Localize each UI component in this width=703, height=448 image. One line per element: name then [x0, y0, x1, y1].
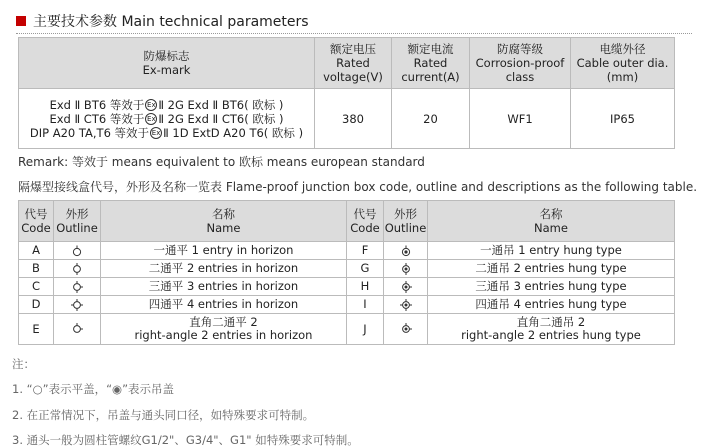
code-cell: D	[19, 296, 54, 314]
note-item: 2. 在正常情况下，吊盖与通头同口径，如特殊要求可特制。	[12, 408, 315, 422]
name-cell: 一通吊 1 entry hung type	[428, 242, 675, 260]
code-cell: I	[347, 296, 384, 314]
outline-4-entries-horizon-icon	[71, 299, 83, 311]
outline-cell	[384, 296, 428, 314]
name-cell: 三通吊 3 entries hung type	[428, 278, 675, 296]
header-name-left: 名称 Name	[101, 201, 347, 242]
code-cell: C	[19, 278, 54, 296]
name-cell: 四通平 4 entries in horizon	[101, 296, 347, 314]
code-cell: A	[19, 242, 54, 260]
outline-1-entry-hung-icon	[400, 245, 412, 257]
header-corrosion-class: 防腐等级 Corrosion-proof class	[470, 38, 571, 89]
outline-cell	[384, 260, 428, 278]
ex-symbol-icon: Ex	[151, 129, 161, 137]
name-cell: 直角二通吊 2 right-angle 2 entries hung type	[428, 314, 675, 345]
outline-2-entries-horizon-icon	[71, 263, 83, 275]
ex-symbol-icon: Ex	[147, 101, 156, 109]
params-row	[19, 89, 675, 149]
table-row	[19, 260, 675, 278]
outline-right-angle-horizon-icon	[71, 323, 83, 335]
outline-cell	[54, 260, 101, 278]
codes-header-row	[19, 201, 675, 242]
outline-cell	[54, 242, 101, 260]
exmark-cell: Exd Ⅱ BT6 等效于 Ex Ⅱ 2G Exd Ⅱ BT6( 欧标 ) Exd Ⅱ CT6 等效于 Ex Ⅱ 2G Exd Ⅱ CT6( 欧标 ) DIP A20 TA,T6 等效于 Ex Ⅱ 1D ExtD A20 T6( 欧标 )	[19, 89, 315, 149]
header-rated-voltage: 额定电压 Rated voltage(V)	[315, 38, 392, 89]
params-header-row	[19, 38, 675, 89]
outline-cell	[384, 314, 428, 345]
name-cell: 二通吊 2 entries hung type	[428, 260, 675, 278]
notes-title: 注：	[12, 357, 35, 371]
table-row	[19, 296, 675, 314]
header-name-right: 名称 Name	[428, 201, 675, 242]
outline-cell	[54, 296, 101, 314]
rated-voltage-value: 380	[315, 89, 392, 149]
header-code-right: 代号 Code	[347, 201, 384, 242]
section-header	[16, 10, 309, 32]
header-cable-dia: 电缆外径 Cable outer dia.(mm)	[571, 38, 675, 89]
note-item: 1. “○”表示平盖，“◉”表示吊盖	[12, 382, 175, 396]
outline-cell	[384, 242, 428, 260]
section-marker	[16, 16, 26, 26]
header-code-left: 代号 Code	[19, 201, 54, 242]
table-row	[19, 314, 675, 345]
code-cell: F	[347, 242, 384, 260]
code-cell: J	[347, 314, 384, 345]
intro-text: 隔爆型接线盒代号，外形及名称一览表 Flame-proof junction box code, outline and descriptions as the following table.	[18, 180, 698, 194]
header-outline-left: 外形 Outline	[54, 201, 101, 242]
outline-cell	[384, 278, 428, 296]
technical-parameters-table	[18, 37, 675, 149]
outline-3-entries-horizon-icon	[71, 281, 83, 293]
header-outline-right: 外形 Outline	[384, 201, 428, 242]
section-title: 主要技术参数 Main technical parameters	[33, 14, 309, 30]
code-cell: H	[347, 278, 384, 296]
ex-symbol-icon: Ex	[147, 115, 156, 123]
outline-right-angle-hung-icon	[400, 323, 412, 335]
name-cell: 一通平 1 entry in horizon	[101, 242, 347, 260]
name-cell: 二通平 2 entries in horizon	[101, 260, 347, 278]
name-cell: 三通平 3 entries in horizon	[101, 278, 347, 296]
outline-2-entries-hung-icon	[400, 263, 412, 275]
header-exmark: 防爆标志 Ex-mark	[19, 38, 315, 89]
code-cell: E	[19, 314, 54, 345]
table-row	[19, 242, 675, 260]
note-item: 3. 通头一般为圆柱管螺纹G1/2"、G3/4"、G1" 如特殊要求可特制。	[12, 433, 359, 447]
table-row	[19, 278, 675, 296]
name-cell: 四通吊 4 entries hung type	[428, 296, 675, 314]
name-cell: 直角二通平 2 right-angle 2 entries in horizon	[101, 314, 347, 345]
cable-dia-value: IP65	[571, 89, 675, 149]
remark-text: Remark: 等效于 means equivalent to 欧标 means european standard	[18, 155, 425, 169]
outline-4-entries-hung-icon	[400, 299, 412, 311]
corrosion-class-value: WF1	[470, 89, 571, 149]
code-cell: G	[347, 260, 384, 278]
header-divider	[16, 33, 692, 34]
outline-1-entry-horizon-icon	[71, 245, 83, 257]
header-rated-current: 额定电流 Rated current(A)	[392, 38, 470, 89]
rated-current-value: 20	[392, 89, 470, 149]
outline-cell	[54, 278, 101, 296]
code-cell: B	[19, 260, 54, 278]
outline-3-entries-hung-icon	[400, 281, 412, 293]
outline-cell	[54, 314, 101, 345]
junction-box-codes-table	[18, 200, 675, 345]
